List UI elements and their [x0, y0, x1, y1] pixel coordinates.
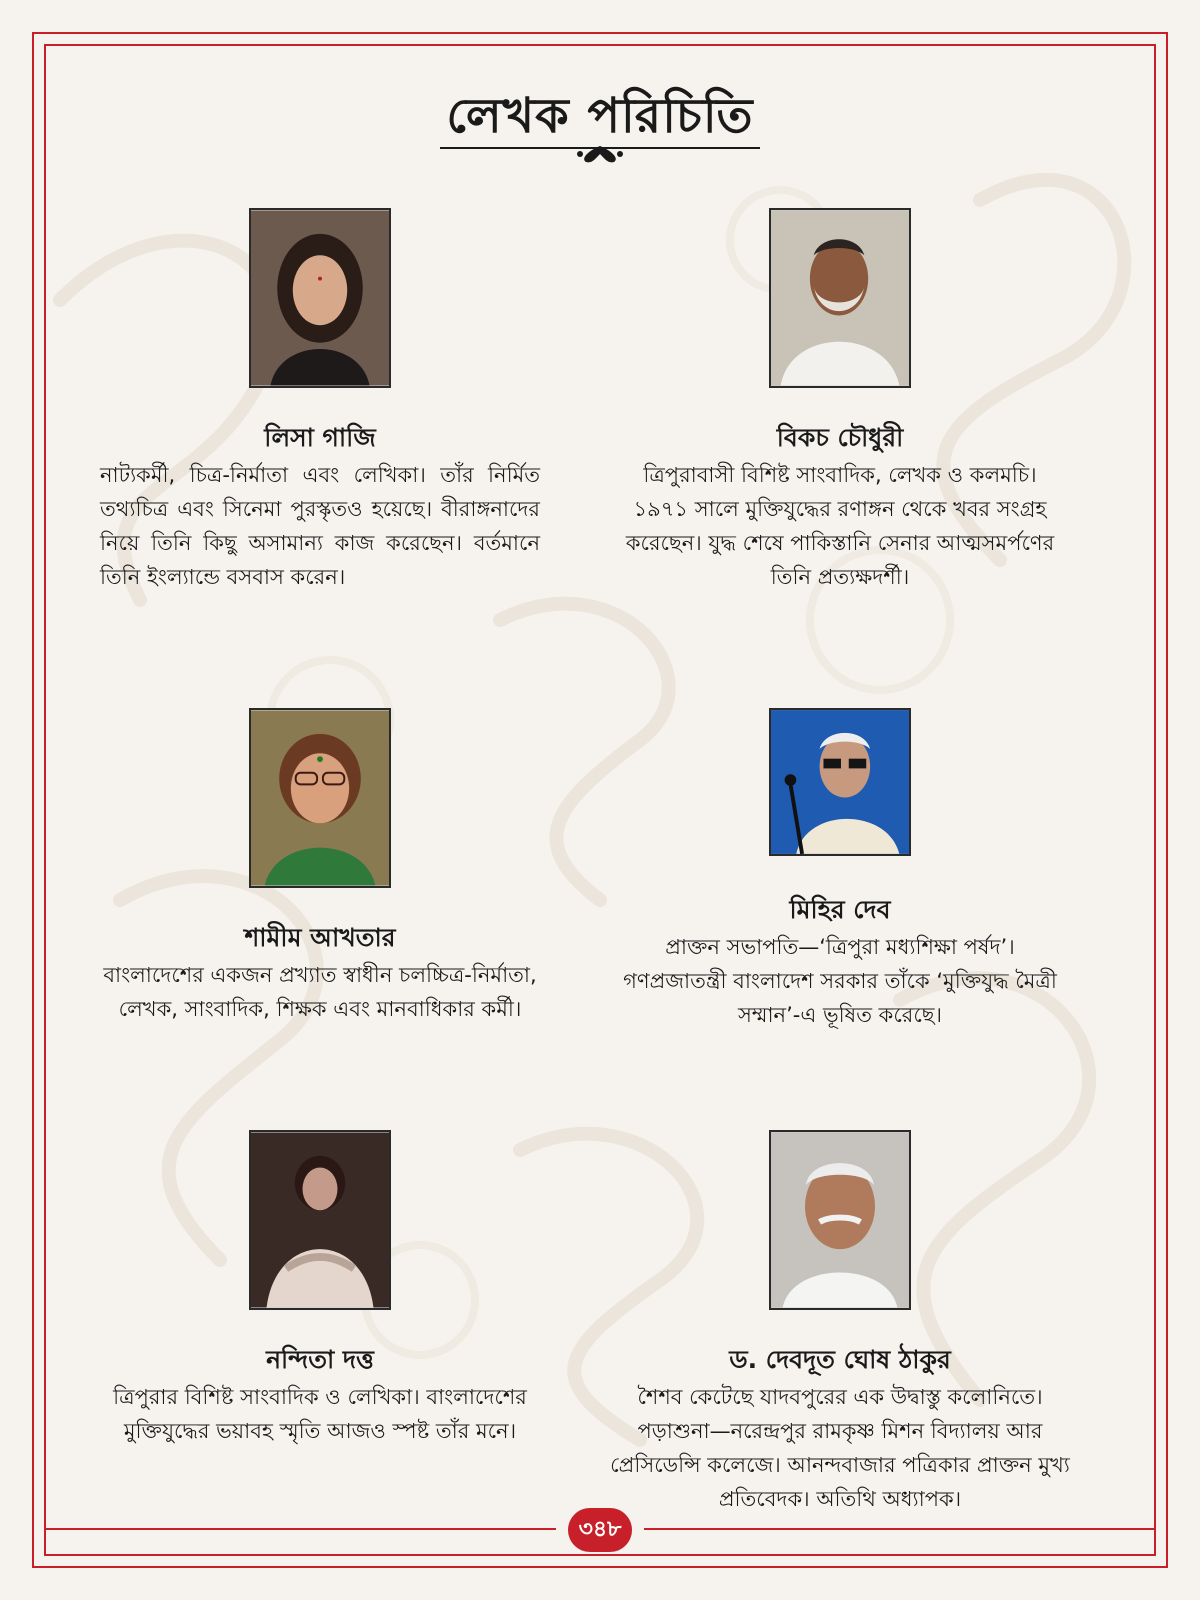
author-bio: প্রাক্তন সভাপতি—‘ত্রিপুরা মধ্যশিক্ষা পর্ষদ’। গণপ্রজাতন্ত্রী বাংলাদেশ সরকার তাঁকে ‘মুক্তিযুদ্ধ মৈত্রী সম্মান’-এ ভূষিত করেছে।: [623, 935, 1057, 1027]
author-photo: [249, 208, 391, 388]
author-card: [100, 1130, 540, 1448]
portrait-photo-icon: [251, 1132, 389, 1308]
portrait-photo-icon: [771, 210, 909, 386]
author-card: [100, 208, 540, 594]
author-bio: ত্রিপুরার বিশিষ্ট সাংবাদিক ও লেখিকা। বাংলাদেশের মুক্তিযুদ্ধের ভয়াবহ স্মৃতি আজও স্পষ্ট তাঁর মনে।: [113, 1385, 527, 1443]
author-card: [620, 208, 1060, 594]
author-name: নন্দিতা দত্ত: [266, 1345, 374, 1374]
author-card: [600, 1130, 1080, 1516]
author-photo: [769, 1130, 911, 1310]
title-ornament: [440, 142, 760, 166]
author-bio: বাংলাদেশের একজন প্রখ্যাত স্বাধীন চলচ্চিত্র-নির্মাতা, লেখক, সাংবাদিক, শিক্ষক এবং মানবাধিকার কর্মী।: [103, 963, 537, 1021]
author-name: লিসা গাজি: [264, 423, 376, 452]
author-photo: [769, 708, 911, 856]
author-bio: শৈশব কেটেছে যাদবপুরের এক উদ্বাস্তু কলোনিতে। পড়াশুনা—নরেন্দ্রপুর রামকৃষ্ণ মিশন বিদ্যালয় আর প্রেসিডেন্সি কলেজে। আনন্দবাজার পত্রিকার প্রাক্তন মুখ্য প্রতিবেদক। অতিথি অধ্যাপক।: [610, 1385, 1070, 1511]
author-card: [620, 708, 1060, 1032]
page-number-badge: ৩৪৮: [568, 1508, 632, 1552]
author-photo: [249, 1130, 391, 1310]
portrait-photo-icon: [251, 710, 389, 886]
author-name: বিকচ চৌধুরী: [776, 423, 904, 452]
author-name: মিহির দেব: [789, 895, 891, 924]
footer-rule-left: [46, 1528, 556, 1530]
author-card: [100, 708, 540, 1026]
page-title: লেখক পরিচিতি: [446, 88, 754, 144]
author-bio: নাট্যকর্মী, চিত্র-নির্মাতা এবং লেখিকা। তাঁর নির্মিত তথ্যচিত্র এবং সিনেমা পুরস্কৃতও হয়েছে। বীরাঙ্গনাদের নিয়ে তিনি কিছু অসামান্য কাজ করেছেন। বর্তমানে তিনি ইংল্যান্ডে বসবাস করেন।: [100, 463, 540, 589]
author-name: ড. দেবদূত ঘোষ ঠাকুর: [729, 1345, 951, 1374]
footer-rule-right: [644, 1528, 1154, 1530]
author-bio: ত্রিপুরাবাসী বিশিষ্ট সাংবাদিক, লেখক ও কলমচি। ১৯৭১ সালে মুক্তিযুদ্ধের রণাঙ্গন থেকে খবর সংগ্রহ করেছেন। যুদ্ধ শেষে পাকিস্তানি সেনার আত্মসমর্পণের তিনি প্রত্যক্ষদর্শী।: [625, 463, 1055, 589]
portrait-photo-icon: [771, 1132, 909, 1308]
author-name: শামীম আখতার: [244, 923, 396, 952]
author-photo: [769, 208, 911, 388]
portrait-photo-icon: [771, 710, 909, 854]
author-photo: [249, 708, 391, 888]
portrait-photo-icon: [251, 210, 389, 386]
